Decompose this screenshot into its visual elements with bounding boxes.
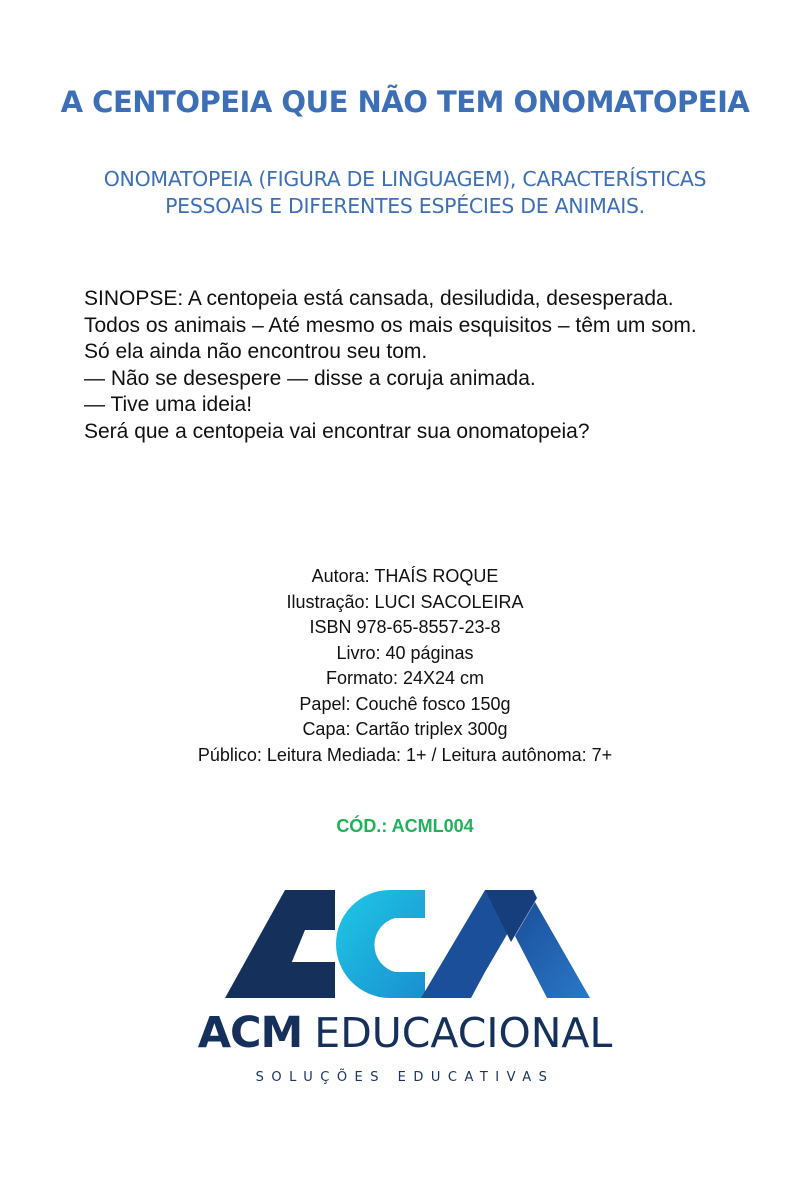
synopsis-line: Será que a centopeia vai encontrar sua onomatopeia? — [84, 419, 590, 443]
book-themes: ONOMATOPEIA (FIGURA DE LINGUAGEM), CARACTERÍSTICAS PESSOAIS E DIFERENTES ESPÉCIES DE ANIMAIS. — [103, 167, 707, 218]
synopsis-line: — Não se desespere — disse a coruja animada. — [84, 366, 536, 390]
illustrator: Ilustração: LUCI SACOLEIRA — [286, 591, 524, 612]
paper-type: Papel: Couchê fosco 150g — [299, 693, 511, 714]
logo-name-bold: ACM — [197, 1008, 303, 1058]
synopsis-line: — Tive uma ideia! — [84, 393, 253, 416]
isbn: ISBN 978-65-8557-23-8 — [309, 617, 501, 637]
logo-name-regular: EDUCACIONAL — [314, 1009, 613, 1057]
synopsis — [84, 286, 727, 445]
cover-type: Capa: Cartão triplex 300g — [302, 719, 508, 739]
book-format: Formato: 24X24 cm — [325, 668, 485, 688]
page-count: Livro: 40 páginas — [336, 642, 474, 663]
audience: Público: Leitura Mediada: 1+ / Leitura autônoma: 7+ — [197, 744, 613, 765]
author: Autora: THAÍS ROQUE — [311, 566, 499, 586]
synopsis-line: Todos os animais – Até mesmo os mais esquisitos – têm um som. — [84, 313, 697, 337]
logo-wordmark — [185, 1008, 625, 1058]
book-title: A CENTOPEIA QUE NÃO TEM ONOMATOPEIA — [60, 85, 750, 119]
product-code: CÓD.: ACML004 — [336, 816, 474, 836]
book-details — [150, 564, 660, 768]
logo-tagline: SOLUÇÕES EDUCATIVAS — [255, 1070, 555, 1085]
acm-logo-mark-icon — [185, 880, 625, 1010]
synopsis-line: SINOPSE: A centopeia está cansada, desiludida, desesperada. — [84, 287, 674, 310]
synopsis-line: Só ela ainda não encontrou seu tom. — [84, 340, 428, 363]
acm-educacional-logo — [185, 880, 625, 1095]
